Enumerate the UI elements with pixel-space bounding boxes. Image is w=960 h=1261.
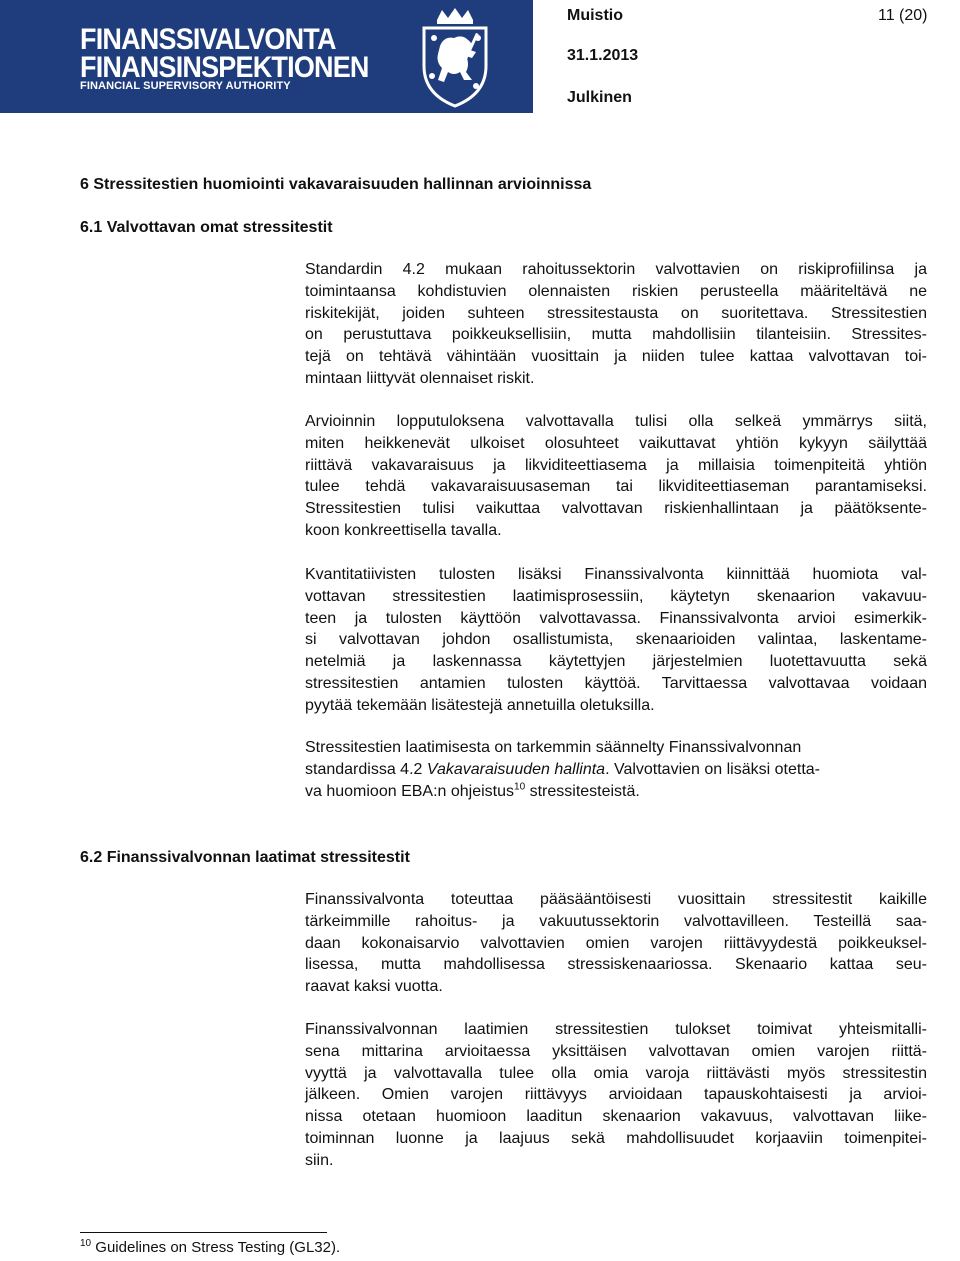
paragraph-6 (305, 1019, 927, 1172)
text-run: standardissa 4.2 (305, 760, 427, 778)
text-line: tärkeimmille rahoitus- ja vakuutussektorin valvottavilleen. Testeillä saa- (305, 912, 927, 930)
logo-line-1: FINANSSIVALVONTA (80, 22, 336, 56)
doc-type: Muistio (567, 7, 623, 24)
text-line: Stressitestien laatimisesta on tarkemmin säännelty Finanssivalvonnan (305, 739, 802, 756)
text-line (305, 781, 927, 803)
footnote (80, 1238, 340, 1258)
text-line: Finanssivalvonnan laatimien stressitestien tulokset toimivat yhteismitalli- (305, 1021, 927, 1038)
text-line: koon konkreettisella tavalla. (305, 521, 502, 539)
text-line (305, 759, 927, 781)
text-line: raavat kaksi vuotta. (305, 978, 443, 996)
text-line: miten heikkenevät ulkoiset olosuhteet vaikuttavat yhtiön kykyyn säilyttää (305, 434, 927, 452)
text-line: toiminnan luonne ja laajuus sekä mahdollisuudet korjaaviin toimenpitei- (305, 1129, 927, 1147)
footnote-ref: 10 (514, 781, 526, 793)
standard-title: Vakavaraisuuden hallinta (426, 760, 606, 778)
heading-section-6-2: 6.2 Finanssivalvonnan laatimat stressitestit (80, 849, 410, 866)
text-line: sena mittarina arvioitaessa yksittäisen valvottavan omien varojen riittä- (305, 1042, 927, 1060)
text-line: vottavan stressitestien laatimisprosessiin, käytetyn skenaarion vakavuu- (305, 587, 927, 605)
page-number: 11 (20) (878, 7, 928, 24)
text-line: riittävä vakavaraisuus ja likviditeettiasema ja millaisia toimenpiteitä yhtiön (305, 456, 927, 474)
lion-crest-icon (410, 6, 500, 110)
footnote-number: 10 (80, 1238, 92, 1249)
text-line: Finanssivalvonta toteuttaa pääsääntöisesti vuosittain stressitestit kaikille (305, 891, 927, 908)
text-run: stressitesteistä. (525, 782, 640, 800)
text-run: . Valvottavien on lisäksi otetta- (605, 760, 820, 778)
text-line: siin. (305, 1151, 334, 1169)
logo-line-2: FINANSINSPEKTIONEN (80, 50, 369, 84)
text-line: mintaan liittyvät olennaiset riskit. (305, 369, 535, 387)
text-line: Arvioinnin lopputuloksena valvottavalla tulisi olla selkeä ymmärrys siitä, (305, 413, 927, 430)
text-line: lisessa, mutta mahdollisessa stressiskenaariossa. Skenaario kattaa seu- (305, 956, 927, 974)
text-line: teen ja tulosten käyttöön valvottavassa. Finanssivalvonta arvioi esimerkik- (305, 609, 927, 627)
text-line: Standardin 4.2 mukaan rahoitussektorin valvottavien on riskiprofiilinsa ja (305, 261, 927, 278)
text-line: jälkeen. Omien varojen riittävyys arvioidaan tapauskohtaisesti ja arvioi- (305, 1086, 927, 1104)
fiva-logo (0, 0, 533, 113)
text-line: toimintaansa kohdistuvien olennaisten riskien perusteella määriteltävä ne (305, 282, 927, 300)
paragraph-4 (305, 737, 927, 802)
text-line: pyytää tekemään lisätestejä annetuilla oletuksilla. (305, 696, 655, 714)
text-run: va huomioon EBA:n ohjeistus (305, 782, 515, 800)
paragraph-5 (305, 889, 927, 998)
text-line: daan kokonaisarvio valvottavien omien varojen riittävyydestä poikkeuksel- (305, 934, 927, 952)
text-line: netelmiä ja laskennassa käytettyjen järjestelmien luotettavuutta sekä (305, 653, 927, 671)
text-line: riskitekijät, joiden suhteen stressitestausta on suoritettava. Stressitestien (305, 304, 927, 322)
text-line: Kvantitatiivisten tulosten lisäksi Finanssivalvonta kiinnittää huomiota val- (305, 566, 927, 583)
paragraph-2 (305, 411, 927, 542)
paragraph-3 (305, 564, 927, 717)
text-line: tulee tehdä vakavaraisuusaseman tai likviditeettiaseman parantamiseksi. (305, 478, 927, 496)
text-line: tejä on tehtävä vähintään vuosittain ja niiden tulee kattaa valvottavan toi- (305, 348, 927, 366)
text-line: vyyttä ja valvottavalla tulee olla omia varoja riittävästi myös stressitestin (305, 1064, 927, 1082)
logo-line-3: FINANCIAL SUPERVISORY AUTHORITY (80, 80, 291, 92)
doc-date: 31.1.2013 (567, 47, 639, 64)
text-line: on perustuttava poikkeuksellisiin, mutta mahdollisiin tilanteisiin. Stressites- (305, 326, 927, 344)
text-line: Stressitestien tulisi vaikuttaa valvottavan riskienhallintaan ja päätöksente- (305, 500, 927, 518)
footnote-text: Guidelines on Stress Testing (GL32). (91, 1239, 341, 1256)
text-line: si valvottavan johdon osallistumista, skenaarioiden valintaa, laskentame- (305, 631, 927, 649)
text-line: stressitestien antamien tulosten käyttöä. Tarvittaessa valvottavaa voidaan (305, 674, 927, 692)
paragraph-1 (305, 259, 927, 390)
footnote-separator (80, 1232, 327, 1233)
classification: Julkinen (567, 89, 632, 106)
heading-section-6: 6 Stressitestien huomiointi vakavaraisuuden hallinnan arvioinnissa (80, 176, 592, 193)
text-line: nissa otetaan huomioon laaditun skenaarion vakavuus, valvottavan liike- (305, 1108, 927, 1126)
heading-section-6-1: 6.1 Valvottavan omat stressitestit (80, 219, 333, 236)
